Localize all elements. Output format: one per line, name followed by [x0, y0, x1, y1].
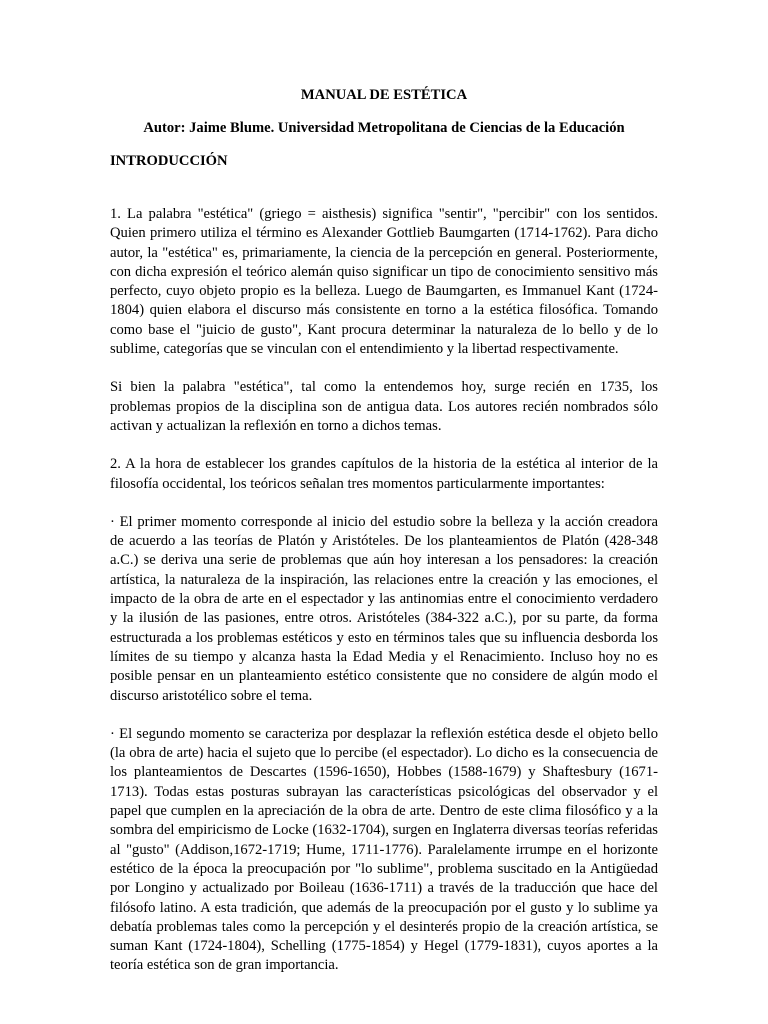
document-title: MANUAL DE ESTÉTICA	[300, 87, 468, 103]
paragraph: 2. A la hora de establecer los grandes capítulos de la historia de la estética al interior de la filosofía occidental, los teóricos señalan tres momentos particularmente importantes:	[110, 456, 658, 492]
paragraph: · El segundo momento se caracteriza por desplazar la reflexión estética desde el objeto bello (la obra de arte) hacia el sujeto que lo percibe (el espectador). Lo dicho es la consecuencia de los planteamientos de Descartes (1596-1650), Hobbes (1588-1679) y Shaftesbury (1671-1713). Todas estas posturas subrayan las características psicológicas del observador y el papel que cumplen en la apreciación de la obra de arte. Dentro de este clima filosófico y a la sombra del empiricismo de Locke (1632-1704), surgen en Inglaterra diversas teorías referidas al "gusto" (Addison,1672-1719; Hume, 1711-1776). Paralelamente irrumpe en el horizonte estético de la época la preocupación por "lo sublime", problema suscitado en la Antigüedad por Longino y actualizado por Boileau (1636-1711) a través de la traducción que hace del filósofo latino. A esta tradición, que además de la preocupación por el gusto y lo sublime ya debatía problemas tales como la percepción y el desinterés propio de la creación artística, se suman Kant (1724-1804), Schelling (1775-1854) y Hegel (1779-1831), cuyos aportes a la teoría estética son de gran importancia.	[110, 725, 658, 974]
paragraph: 1. La palabra "estética" (griego = aisthesis) significa "sentir", "percibir" con los sentidos. Quien primero utiliza el término es Alexander Gottlieb Baumgarten (1714-1762). Para dicho autor, la "estética" es, primariamente, la ciencia de la percepción en general. Posteriormente, con dicha expresión el teórico alemán quiso significar un tipo de conocimiento sensitivo más perfecto, cuyo objeto propio es la belleza. Luego de Baumgarten, es Immanuel Kant (1724-1804) quien elabora el discurso más consistente en torno a la estética filosófica. Tomando como base el "juicio de gusto", Kant procura determinar la naturaleza de lo bello y de lo sublime, categorías que se vinculan con el entendimiento y la libertad respectivamente.	[110, 206, 658, 358]
paragraph: Si bien la palabra "estética", tal como la entendemos hoy, surge recién en 1735, los problemas propios de la disciplina son de antigua data. Los autores recién nombrados sólo activan y actualizan la reflexión en torno a dichos temas.	[110, 379, 658, 434]
document-body	[110, 86, 658, 976]
section-heading: INTRODUCCIÓN	[110, 153, 228, 169]
paragraph: · El primer momento corresponde al inicio del estudio sobre la belleza y la acción creadora de acuerdo a las teorías de Platón y Aristóteles. De los planteamientos de Platón (428-348 a.C.) se deriva una serie de problemas que aún hoy interesan a los pensadores: la creación artística, la naturaleza de la inspiración, las relaciones entre la creación y las emociones, el impacto de la obra de arte en el espectador y las antinomias entre el conocimiento verdadero y la ilusión de las pasiones, entre otros. Aristóteles (384-322 a.C.), por su parte, da forma estructurada a los problemas estéticos y esto en términos tales que su influencia desborda los límites de su tiempo y alcanza hasta la Edad Media y el Renacimiento. Incluso hoy no es posible pensar en un planteamiento estético consistente que no considere de algún modo el discurso aristotélico sobre el tema.	[110, 513, 658, 704]
document-author: Autor: Jaime Blume. Universidad Metropolitana de Ciencias de la Educación	[143, 120, 625, 136]
